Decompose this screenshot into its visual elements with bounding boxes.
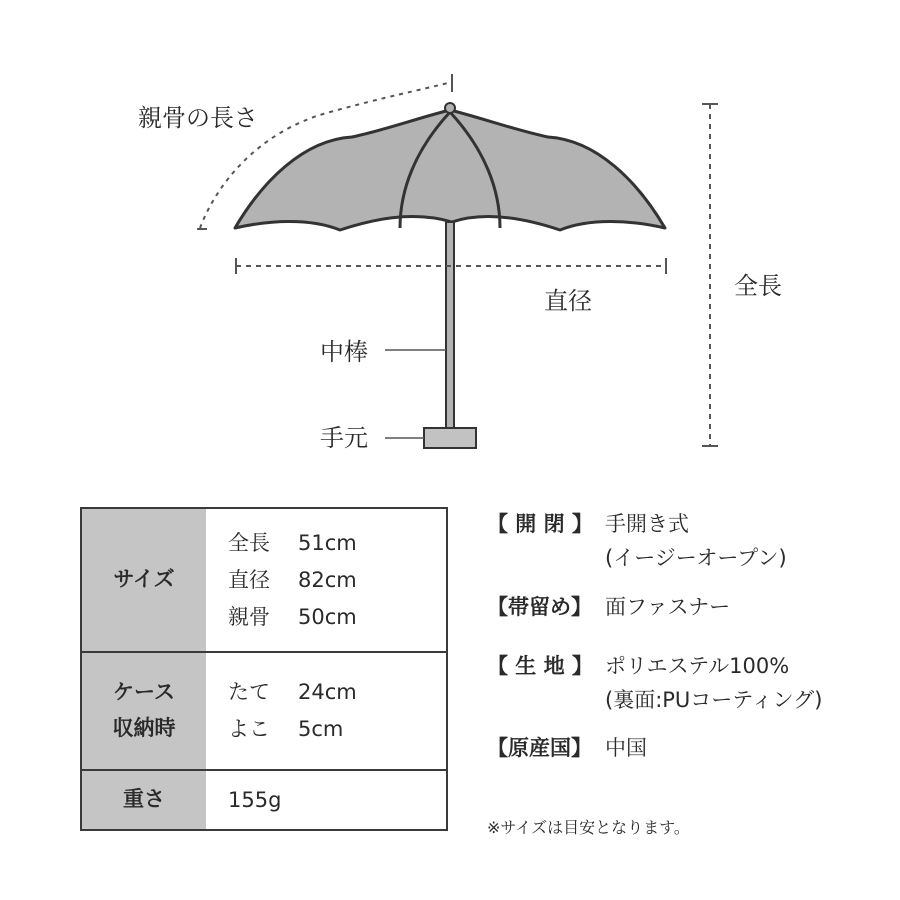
spec-row-weight <box>82 769 446 829</box>
info-item-origin <box>487 731 647 765</box>
info-value-line: ポリエステル100% <box>605 654 790 678</box>
spec-table <box>80 507 448 831</box>
spec-value: 50cm <box>298 604 357 629</box>
info-value <box>605 590 730 624</box>
info-value-line: 中国 <box>605 736 647 760</box>
shaft-label: 中棒 <box>320 338 368 366</box>
spec-header-text: 収納時 <box>112 716 176 740</box>
info-value <box>605 507 787 575</box>
rib-length-label: 親骨の長さ <box>138 104 258 132</box>
umbrella-tip <box>445 103 455 113</box>
spec-line <box>228 674 446 711</box>
spec-body-case <box>206 653 446 769</box>
info-value-line: 面ファスナー <box>605 595 731 619</box>
umbrella-canopy <box>235 110 665 230</box>
spec-value: 82cm <box>298 567 357 592</box>
spec-value: 24cm <box>298 680 357 704</box>
info-key: 【 生 地 】 <box>487 654 593 678</box>
spec-header-text: サイズ <box>113 567 175 592</box>
info-key: 【帯留め】 <box>487 595 592 619</box>
info-item-opening <box>487 507 787 575</box>
spec-header-text: 重さ <box>123 787 165 812</box>
info-item-strap <box>487 590 730 624</box>
info-value-line: (裏面:PUコーティング) <box>605 688 823 712</box>
info-value-line: (イージーオープン) <box>605 546 787 570</box>
spec-value: 5cm <box>298 717 344 741</box>
umbrella-shaft <box>446 222 454 428</box>
spec-header-case <box>82 653 206 769</box>
spec-key: たて <box>228 680 270 704</box>
info-value <box>605 649 822 717</box>
spec-key: 親骨 <box>228 604 270 629</box>
spec-body-weight <box>206 771 446 829</box>
spec-line <box>228 782 446 819</box>
diameter-label: 直径 <box>544 287 592 315</box>
spec-value: 155g <box>228 787 282 812</box>
handle-label: 手元 <box>320 424 368 452</box>
spec-row-size <box>82 509 446 651</box>
info-value <box>605 731 647 765</box>
spec-line <box>228 525 446 562</box>
spec-header-size <box>82 509 206 651</box>
spec-line <box>228 711 446 748</box>
info-value-line: 手開き式 <box>605 512 689 536</box>
spec-line <box>228 599 446 636</box>
spec-row-case <box>82 651 446 769</box>
info-key: 【 開 閉 】 <box>487 512 593 536</box>
total-length-label: 全長 <box>734 272 782 300</box>
spec-header-weight <box>82 771 206 829</box>
spec-value: 51cm <box>298 530 357 555</box>
spec-line <box>228 562 446 599</box>
spec-key: 直径 <box>228 567 270 592</box>
spec-header-text: ケース <box>113 680 175 705</box>
spec-key: 全長 <box>228 530 270 555</box>
umbrella-handle <box>424 428 476 448</box>
size-footnote: ※サイズは目安となります。 <box>487 818 690 837</box>
info-item-fabric <box>487 649 822 717</box>
spec-body-size <box>206 509 446 651</box>
spec-key: よこ <box>228 717 270 741</box>
info-key: 【原産国】 <box>487 736 592 760</box>
